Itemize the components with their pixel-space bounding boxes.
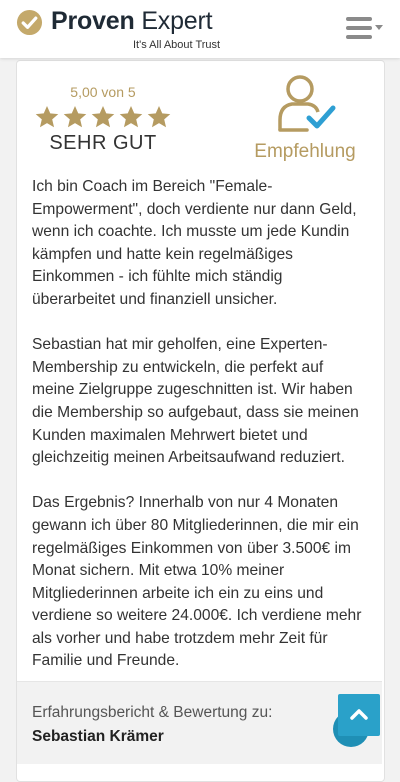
logo-regular-text: Expert [141, 7, 213, 35]
review-paragraph: Sebastian hat mir geholfen, eine Experten-Membership zu entwickeln, die perfekt auf meine Zielgruppe zugeschnitten ist. Wir haben die Membership so aufgebaut, dass sie meinen Kunden maximalen Mehrwert bietet und gleichzeitig meinen Arbeitsaufwand reduziert. [32, 336, 359, 467]
checkmark-circle-icon [16, 9, 43, 36]
rating-summary [32, 84, 174, 155]
recommendation-badge [250, 72, 360, 163]
hamburger-menu-icon-bar [346, 35, 372, 39]
site-header [0, 0, 400, 58]
logo-bold-text: Proven [51, 7, 135, 35]
star-icon [146, 104, 172, 130]
rating-score: 5,00 von 5 [70, 84, 136, 100]
recommendation-label: Empfehlung [254, 141, 356, 162]
scroll-to-top-button[interactable] [338, 694, 380, 736]
star-rating [32, 104, 174, 130]
hamburger-menu-icon-bar [346, 26, 372, 30]
star-icon [118, 104, 144, 130]
chevron-up-icon [338, 694, 380, 736]
rating-label: SEHR GUT [49, 132, 157, 154]
logo-wordmark [51, 7, 212, 36]
review-text [32, 176, 370, 696]
hamburger-menu-icon [346, 17, 372, 21]
star-icon [90, 104, 116, 130]
user-check-icon [273, 72, 337, 136]
hamburger-menu-button[interactable] [343, 14, 387, 42]
review-about-label: Erfahrungsbericht & Bewertung zu: [32, 704, 273, 721]
review-paragraph: Ich bin Coach im Bereich "Female-Empowerment", doch verdiente nur dann Geld, wenn ich coachte. Ich musste um jede Kundin kämpfen und hatte kein regelmäßiges Einkommen - ich fühlte mich ständig überarbeitet und finanziell unsicher. [32, 178, 357, 308]
review-footer [17, 681, 382, 764]
caret-down-icon [375, 25, 383, 30]
review-paragraph: Das Ergebnis? Innerhalb von nur 4 Monaten gewann ich über 80 Mitgliederinnen, die mir ein regelmäßiges Einkommen von über 3.500€ im Monat sichern. Mit etwa 10% meiner Mitgliederinnen arbeite ich ein zu eins und verdiene so weitere 24.000€. Ich verdiene mehr als vorher und habe trotzdem mehr Zeit für Familie und Freunde. [32, 494, 362, 670]
expert-name-link[interactable]: Sebastian Krämer [32, 728, 164, 745]
logo-tagline: It's All About Trust [133, 39, 221, 51]
star-icon [62, 104, 88, 130]
star-icon [34, 104, 60, 130]
